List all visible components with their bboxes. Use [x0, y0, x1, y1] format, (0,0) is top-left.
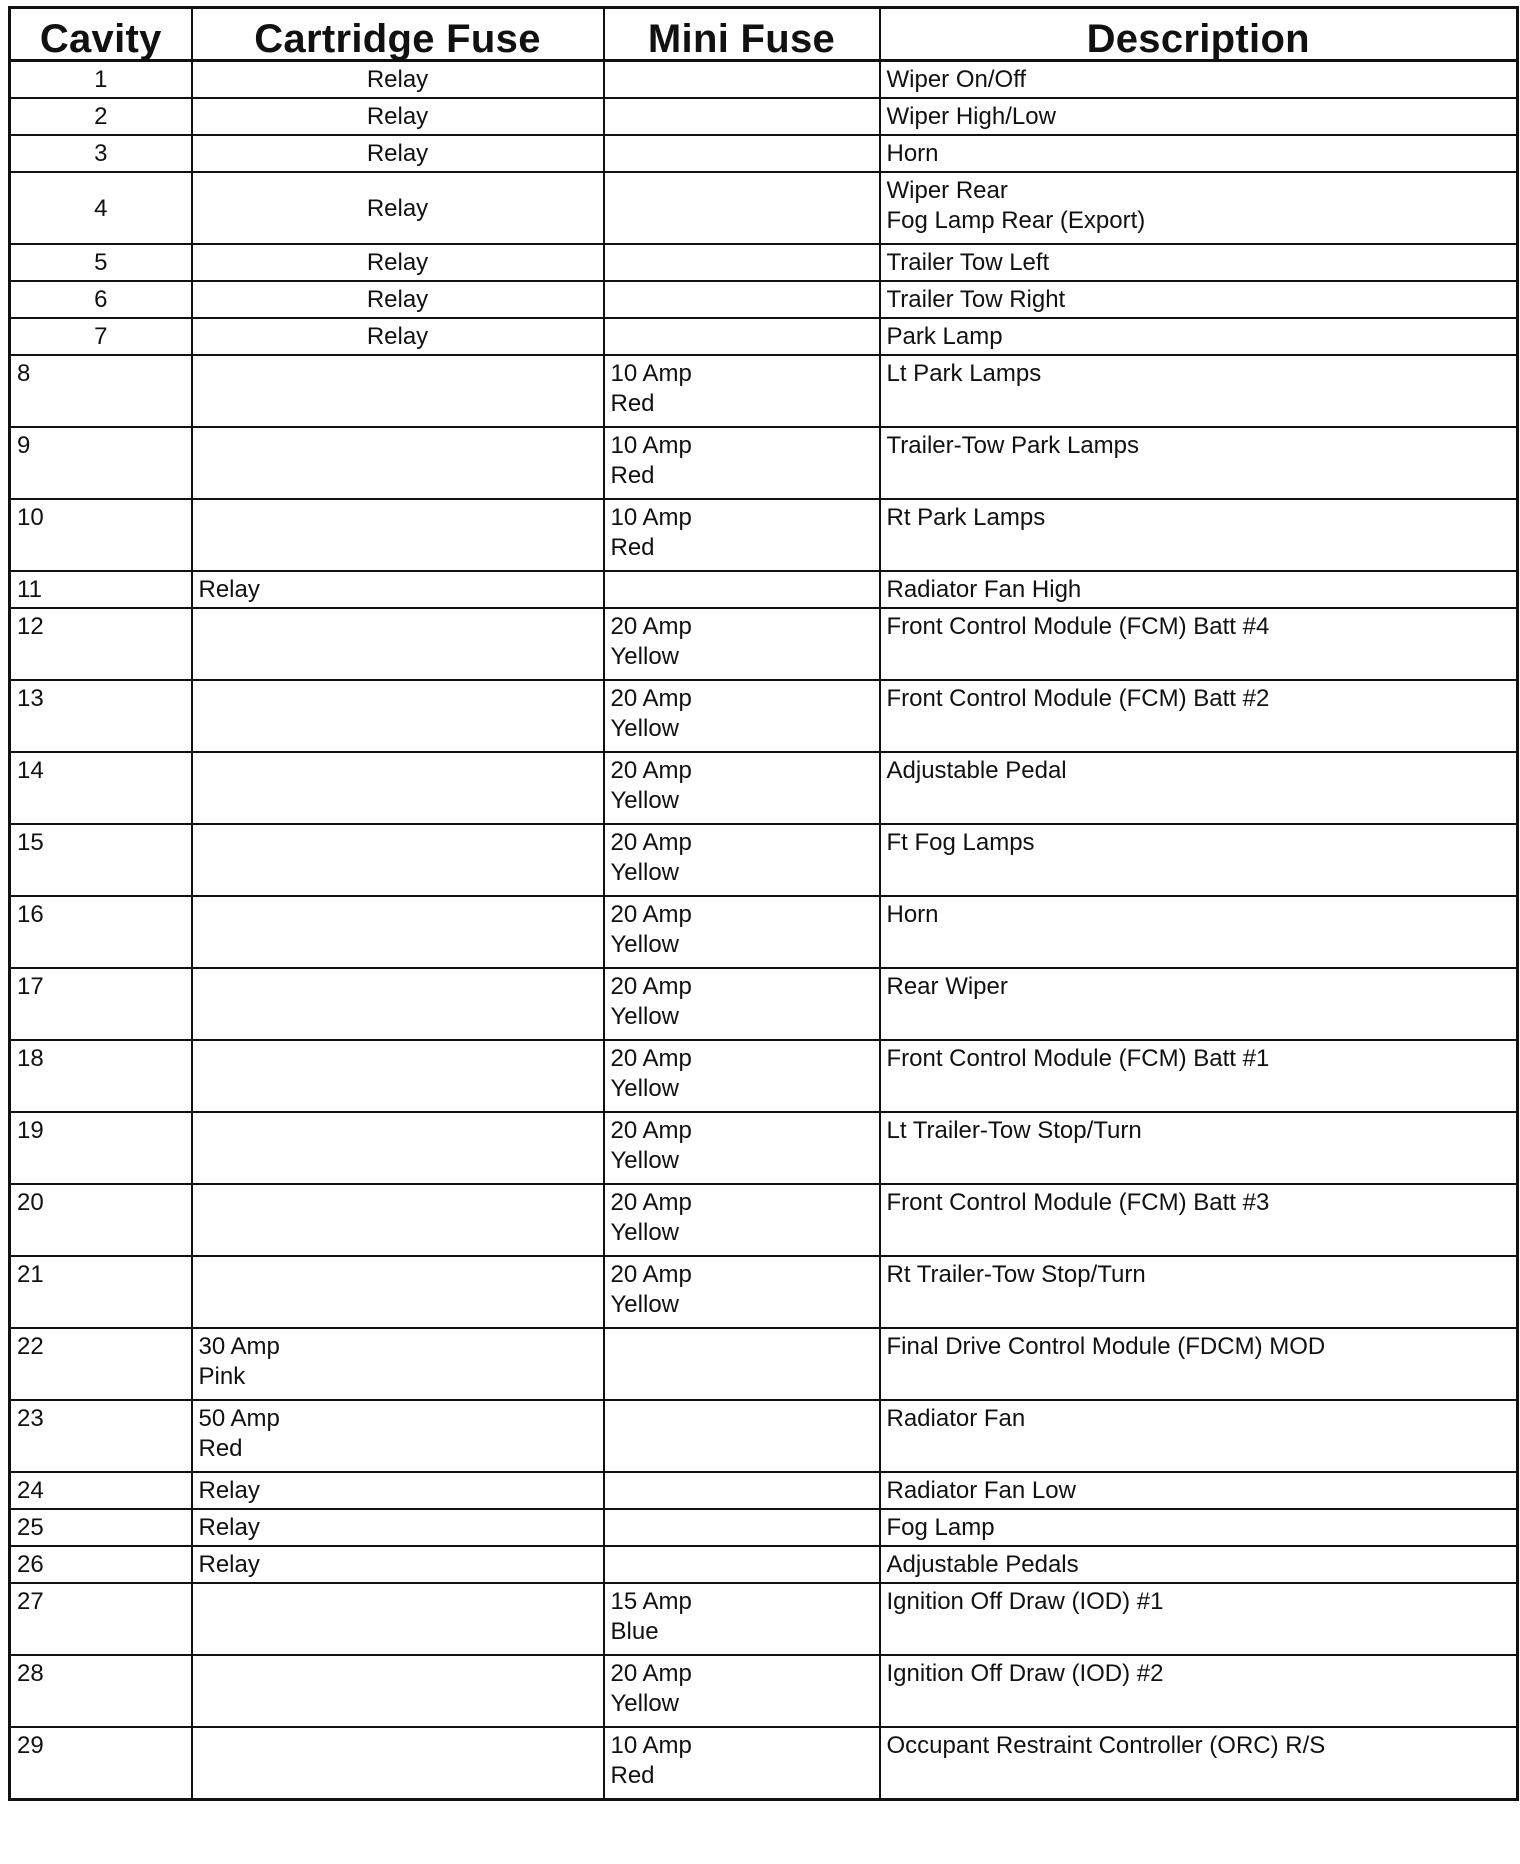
mini-fuse-cell: 20 Amp Yellow: [604, 1112, 880, 1184]
cartridge-fuse-cell: Relay: [192, 98, 604, 135]
mini-fuse-cell: 10 Amp Red: [604, 427, 880, 499]
cartridge-fuse-cell: Relay: [192, 281, 604, 318]
description-cell: Front Control Module (FCM) Batt #2: [880, 680, 1518, 752]
cartridge-fuse-cell: [192, 608, 604, 680]
table-row: [10, 1472, 1518, 1509]
mini-fuse-cell: 20 Amp Yellow: [604, 1040, 880, 1112]
mini-fuse-cell: 20 Amp Yellow: [604, 1655, 880, 1727]
mini-fuse-cell: [604, 172, 880, 244]
table-row: [10, 427, 1518, 499]
cartridge-fuse-cell: [192, 1583, 604, 1655]
table-row: [10, 1184, 1518, 1256]
mini-fuse-cell: 10 Amp Red: [604, 499, 880, 571]
description-cell: Horn: [880, 135, 1518, 172]
table-row: [10, 1546, 1518, 1583]
mini-fuse-cell: [604, 318, 880, 355]
mini-fuse-cell: 20 Amp Yellow: [604, 824, 880, 896]
description-cell: Lt Trailer-Tow Stop/Turn: [880, 1112, 1518, 1184]
table-row: [10, 1040, 1518, 1112]
cavity-cell: 6: [10, 281, 192, 318]
cartridge-fuse-cell: [192, 1256, 604, 1328]
cavity-cell: 3: [10, 135, 192, 172]
table-row: [10, 499, 1518, 571]
mini-fuse-cell: 20 Amp Yellow: [604, 608, 880, 680]
description-cell: Wiper High/Low: [880, 98, 1518, 135]
cavity-cell: 22: [10, 1328, 192, 1400]
mini-fuse-cell: [604, 1509, 880, 1546]
description-cell: Park Lamp: [880, 318, 1518, 355]
mini-fuse-cell: 20 Amp Yellow: [604, 1184, 880, 1256]
cartridge-fuse-cell: Relay: [192, 172, 604, 244]
description-cell: Ignition Off Draw (IOD) #1: [880, 1583, 1518, 1655]
description-cell: Lt Park Lamps: [880, 355, 1518, 427]
cavity-cell: 18: [10, 1040, 192, 1112]
mini-fuse-cell: [604, 61, 880, 99]
table-row: [10, 98, 1518, 135]
cartridge-fuse-cell: [192, 824, 604, 896]
table-row: [10, 1112, 1518, 1184]
cavity-cell: 7: [10, 318, 192, 355]
table-row: [10, 824, 1518, 896]
cartridge-fuse-cell: [192, 1040, 604, 1112]
cartridge-fuse-cell: [192, 1184, 604, 1256]
header-description: Description: [880, 8, 1518, 61]
cavity-cell: 14: [10, 752, 192, 824]
mini-fuse-cell: 20 Amp Yellow: [604, 752, 880, 824]
cartridge-fuse-cell: [192, 896, 604, 968]
mini-fuse-cell: 20 Amp Yellow: [604, 896, 880, 968]
cavity-cell: 16: [10, 896, 192, 968]
table-row: [10, 608, 1518, 680]
cavity-cell: 4: [10, 172, 192, 244]
cartridge-fuse-cell: 50 Amp Red: [192, 1400, 604, 1472]
cavity-cell: 20: [10, 1184, 192, 1256]
mini-fuse-cell: [604, 571, 880, 608]
description-cell: Trailer Tow Right: [880, 281, 1518, 318]
description-cell: Horn: [880, 896, 1518, 968]
mini-fuse-cell: [604, 244, 880, 281]
mini-fuse-cell: [604, 281, 880, 318]
table-row: [10, 968, 1518, 1040]
cartridge-fuse-cell: Relay: [192, 318, 604, 355]
cavity-cell: 15: [10, 824, 192, 896]
mini-fuse-cell: [604, 1328, 880, 1400]
cartridge-fuse-cell: Relay: [192, 1546, 604, 1583]
description-cell: Final Drive Control Module (FDCM) MOD: [880, 1328, 1518, 1400]
description-cell: Trailer Tow Left: [880, 244, 1518, 281]
cartridge-fuse-cell: [192, 355, 604, 427]
table-row: [10, 172, 1518, 244]
description-cell: Trailer-Tow Park Lamps: [880, 427, 1518, 499]
cartridge-fuse-cell: [192, 968, 604, 1040]
cavity-cell: 27: [10, 1583, 192, 1655]
header-cavity: Cavity: [10, 8, 192, 61]
mini-fuse-cell: [604, 1400, 880, 1472]
cavity-cell: 28: [10, 1655, 192, 1727]
description-cell: Ignition Off Draw (IOD) #2: [880, 1655, 1518, 1727]
table-row: [10, 281, 1518, 318]
header-cartridge-fuse: Cartridge Fuse: [192, 8, 604, 61]
table-row: [10, 1509, 1518, 1546]
fuse-table: [8, 6, 1519, 1801]
description-cell: Adjustable Pedal: [880, 752, 1518, 824]
mini-fuse-cell: [604, 1546, 880, 1583]
cartridge-fuse-cell: [192, 752, 604, 824]
mini-fuse-cell: 20 Amp Yellow: [604, 1256, 880, 1328]
description-cell: Radiator Fan Low: [880, 1472, 1518, 1509]
table-row: [10, 61, 1518, 99]
cartridge-fuse-cell: [192, 1655, 604, 1727]
mini-fuse-cell: 15 Amp Blue: [604, 1583, 880, 1655]
cavity-cell: 10: [10, 499, 192, 571]
description-cell: Fog Lamp: [880, 1509, 1518, 1546]
table-header: [10, 8, 1518, 61]
description-cell: Front Control Module (FCM) Batt #4: [880, 608, 1518, 680]
description-cell: Occupant Restraint Controller (ORC) R/S: [880, 1727, 1518, 1799]
description-cell: Adjustable Pedals: [880, 1546, 1518, 1583]
table-row: [10, 1727, 1518, 1799]
table-row: [10, 1400, 1518, 1472]
description-cell: Front Control Module (FCM) Batt #3: [880, 1184, 1518, 1256]
cavity-cell: 8: [10, 355, 192, 427]
cartridge-fuse-cell: 30 Amp Pink: [192, 1328, 604, 1400]
table-row: [10, 680, 1518, 752]
mini-fuse-cell: [604, 135, 880, 172]
cavity-cell: 9: [10, 427, 192, 499]
cartridge-fuse-cell: Relay: [192, 244, 604, 281]
cavity-cell: 21: [10, 1256, 192, 1328]
table-row: [10, 1583, 1518, 1655]
cartridge-fuse-cell: Relay: [192, 61, 604, 99]
header-row: [10, 8, 1518, 61]
description-cell: Rt Park Lamps: [880, 499, 1518, 571]
table-row: [10, 1328, 1518, 1400]
cavity-cell: 25: [10, 1509, 192, 1546]
mini-fuse-cell: [604, 98, 880, 135]
description-cell: Ft Fog Lamps: [880, 824, 1518, 896]
cartridge-fuse-cell: [192, 680, 604, 752]
cartridge-fuse-cell: [192, 427, 604, 499]
description-cell: Rt Trailer-Tow Stop/Turn: [880, 1256, 1518, 1328]
table-row: [10, 752, 1518, 824]
header-mini-fuse: Mini Fuse: [604, 8, 880, 61]
cartridge-fuse-cell: Relay: [192, 1472, 604, 1509]
table-row: [10, 318, 1518, 355]
mini-fuse-cell: 10 Amp Red: [604, 355, 880, 427]
table-row: [10, 135, 1518, 172]
mini-fuse-cell: 20 Amp Yellow: [604, 968, 880, 1040]
cartridge-fuse-cell: [192, 499, 604, 571]
cartridge-fuse-cell: [192, 1727, 604, 1799]
description-cell: Rear Wiper: [880, 968, 1518, 1040]
cartridge-fuse-cell: Relay: [192, 571, 604, 608]
table-row: [10, 896, 1518, 968]
table-row: [10, 1655, 1518, 1727]
table-row: [10, 355, 1518, 427]
table-body: [10, 61, 1518, 1800]
cavity-cell: 26: [10, 1546, 192, 1583]
description-cell: Radiator Fan: [880, 1400, 1518, 1472]
cavity-cell: 2: [10, 98, 192, 135]
cartridge-fuse-cell: [192, 1112, 604, 1184]
cavity-cell: 11: [10, 571, 192, 608]
table-row: [10, 244, 1518, 281]
cartridge-fuse-cell: Relay: [192, 1509, 604, 1546]
table-row: [10, 1256, 1518, 1328]
cavity-cell: 17: [10, 968, 192, 1040]
cavity-cell: 19: [10, 1112, 192, 1184]
description-cell: Radiator Fan High: [880, 571, 1518, 608]
description-cell: Front Control Module (FCM) Batt #1: [880, 1040, 1518, 1112]
cavity-cell: 24: [10, 1472, 192, 1509]
cavity-cell: 29: [10, 1727, 192, 1799]
description-cell: Wiper Rear Fog Lamp Rear (Export): [880, 172, 1518, 244]
cavity-cell: 12: [10, 608, 192, 680]
cavity-cell: 13: [10, 680, 192, 752]
mini-fuse-cell: 10 Amp Red: [604, 1727, 880, 1799]
cavity-cell: 23: [10, 1400, 192, 1472]
cartridge-fuse-cell: Relay: [192, 135, 604, 172]
mini-fuse-cell: 20 Amp Yellow: [604, 680, 880, 752]
table-row: [10, 571, 1518, 608]
cavity-cell: 5: [10, 244, 192, 281]
cavity-cell: 1: [10, 61, 192, 99]
description-cell: Wiper On/Off: [880, 61, 1518, 99]
mini-fuse-cell: [604, 1472, 880, 1509]
